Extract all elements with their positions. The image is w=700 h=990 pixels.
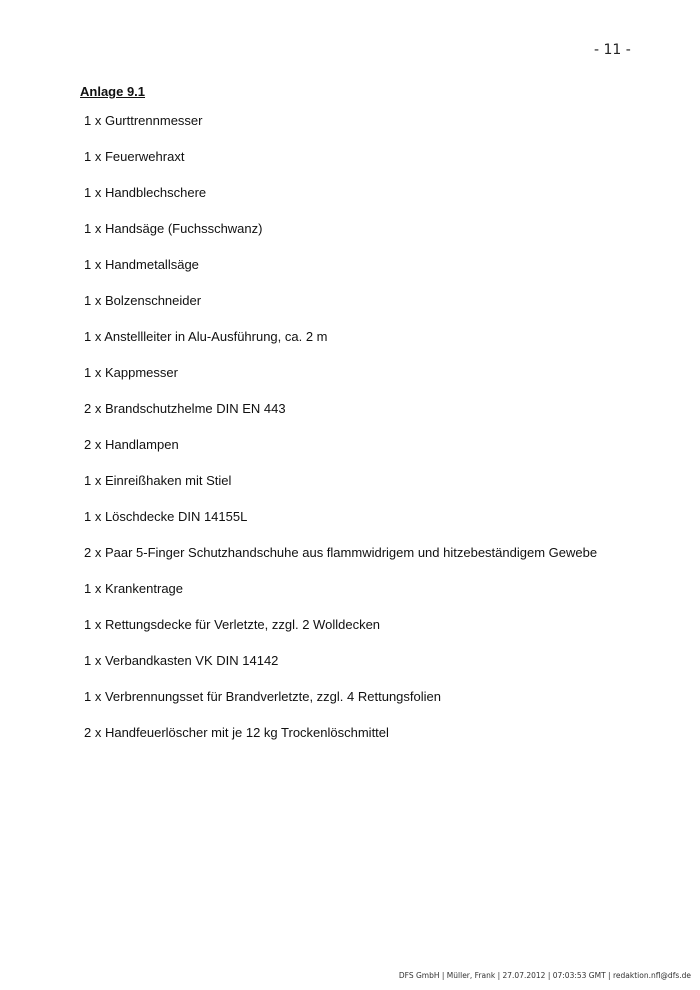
- list-item: 2 x Brandschutzhelme DIN EN 443: [84, 401, 286, 416]
- list-item: 1 x Löschdecke DIN 14155L: [84, 509, 248, 524]
- list-item: 1 x Kappmesser: [84, 365, 178, 380]
- list-item: 2 x Handfeuerlöscher mit je 12 kg Trockenlöschmittel: [84, 725, 389, 740]
- list-item: 1 x Bolzenschneider: [84, 293, 202, 308]
- page-heading: Anlage 9.1: [80, 84, 146, 99]
- list-item: 1 x Verbandkasten VK DIN 14142: [84, 653, 279, 668]
- list-item: 1 x Handblechschere: [84, 185, 207, 200]
- list-item: 1 x Krankentrage: [84, 581, 184, 596]
- equipment-list: [84, 114, 597, 762]
- list-item: 1 x Anstellleiter in Alu-Ausführung, ca. 2 m: [84, 329, 328, 344]
- list-item: 2 x Handlampen: [84, 437, 179, 452]
- list-item: 1 x Einreißhaken mit Stiel: [84, 473, 232, 488]
- list-item: 1 x Verbrennungsset für Brandverletzte, zzgl. 4 Rettungsfolien: [84, 689, 441, 704]
- list-item: 1 x Handmetallsäge: [84, 257, 199, 272]
- footer-stamp: DFS GmbH | Müller, Frank | 27.07.2012 | 07:03:53 GMT | redaktion.nfl@dfs.de: [398, 971, 691, 980]
- list-item: 1 x Feuerwehraxt: [84, 149, 185, 164]
- list-item: 1 x Gurttrennmesser: [84, 113, 203, 128]
- page-number: - 11 -: [594, 42, 631, 58]
- list-item: 2 x Paar 5-Finger Schutzhandschuhe aus flammwidrigem und hitzebeständigem Gewebe: [84, 545, 598, 560]
- list-item: 1 x Handsäge (Fuchsschwanz): [84, 221, 263, 236]
- list-item: 1 x Rettungsdecke für Verletzte, zzgl. 2 Wolldecken: [84, 617, 381, 632]
